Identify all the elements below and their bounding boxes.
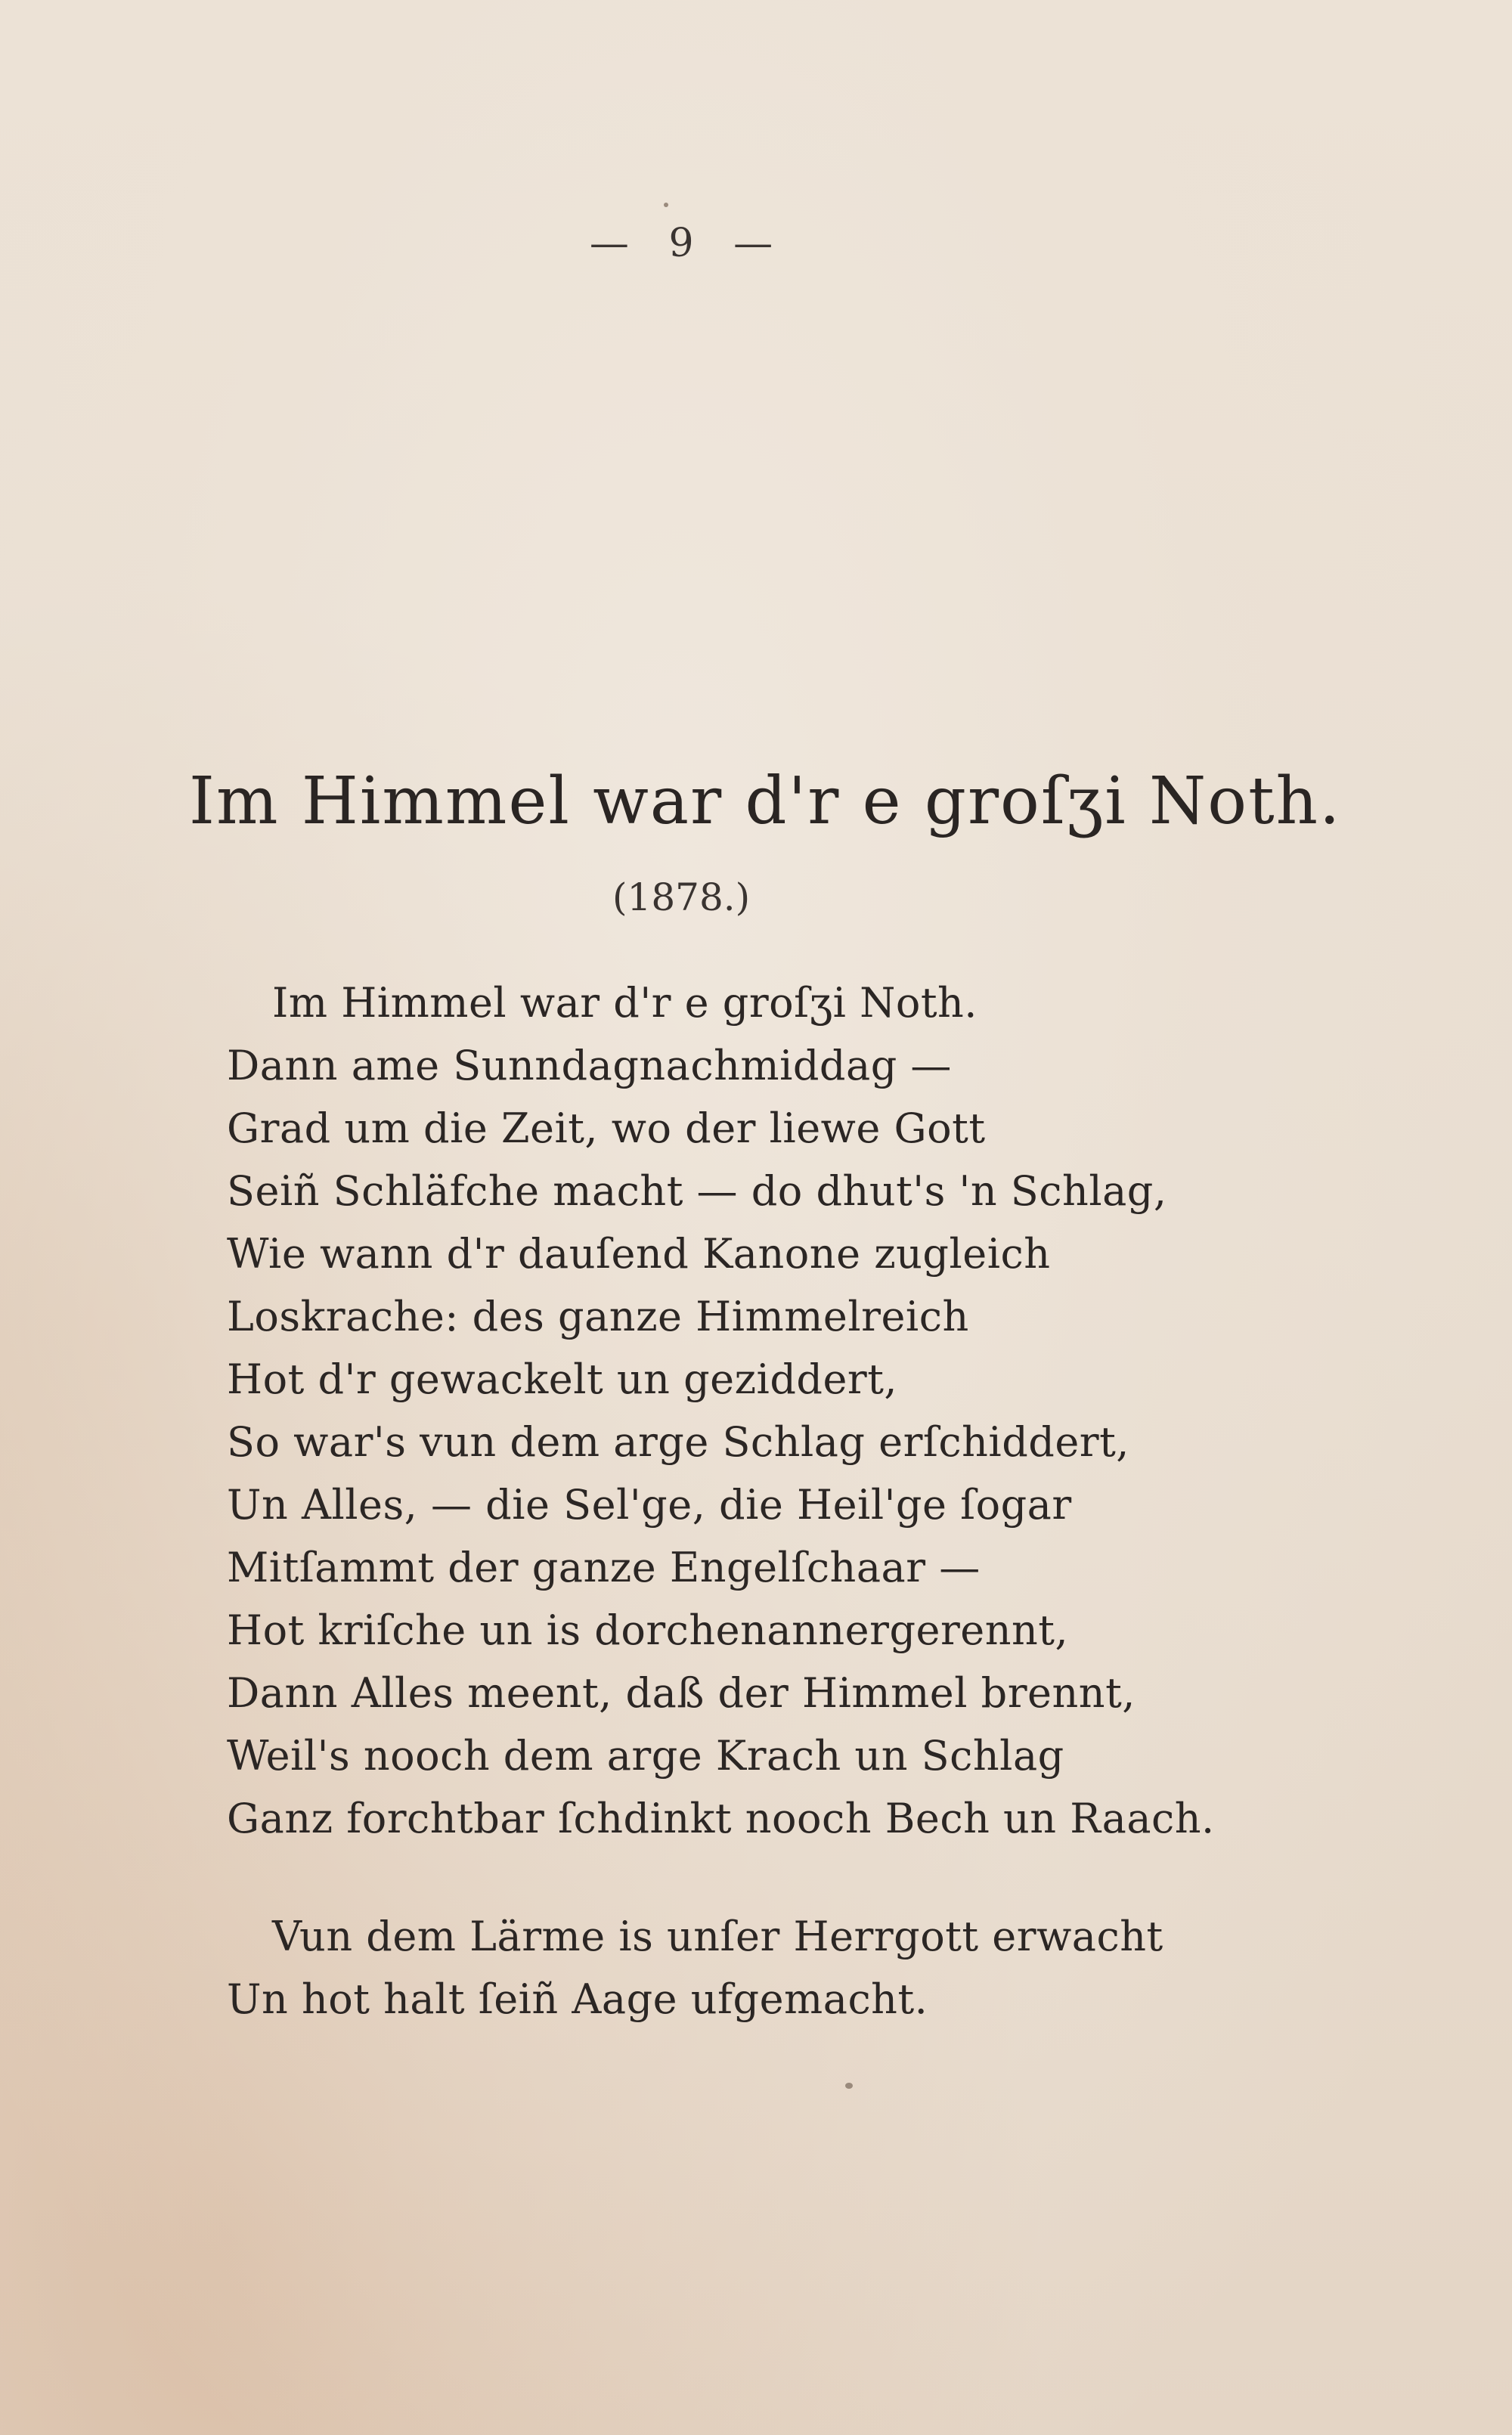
poem-line: Dann ame Sunndagnachmiddag — bbox=[227, 1042, 952, 1089]
poem-line: Seiñ Schläfche macht — do dhut's 'n Schlag, bbox=[227, 1167, 1167, 1215]
poem-line: Dann Alles meent, daß der Himmel brennt, bbox=[227, 1669, 1136, 1717]
poem-line: Weil's nooch dem arge Krach un Schlag bbox=[227, 1732, 1064, 1780]
paper-speck bbox=[664, 203, 668, 207]
poem-line: Hot kriſche un is dorchenannergerennt, bbox=[227, 1606, 1069, 1654]
page-number: — 9 — bbox=[589, 221, 787, 266]
poem-line: Un hot halt ſeiñ Aage ufgemacht. bbox=[227, 1975, 928, 2023]
poem-year: (1878.) bbox=[612, 875, 751, 919]
poem-title: Im Himmel war d'r e groſʒi Noth. bbox=[189, 764, 1342, 839]
poem-line: Vun dem Lärme is unſer Herrgott erwacht bbox=[272, 1913, 1163, 1960]
poem-line: Grad um die Zeit, wo der liewe Gott bbox=[227, 1104, 986, 1152]
poem-line: Hot d'r gewackelt un geziddert, bbox=[227, 1355, 898, 1403]
poem-line: Im Himmel war d'r e groſʒi Noth. bbox=[272, 979, 978, 1027]
poem-line: Loskrache: des ganze Himmelreich bbox=[227, 1293, 969, 1340]
poem-line: Ganz forchtbar ſchdinkt nooch Bech un Raach. bbox=[227, 1795, 1215, 1842]
poem-line: Wie wann d'r dauſend Kanone zugleich bbox=[227, 1230, 1051, 1278]
stanza-1 bbox=[227, 971, 1215, 1850]
poem-line: Mitſammt der ganze Engelſchaar — bbox=[227, 1544, 981, 1591]
stanza-2 bbox=[227, 1905, 1163, 2031]
poem-line: So war's vun dem arge Schlag erſchiddert, bbox=[227, 1418, 1129, 1466]
paper-speck bbox=[845, 2083, 853, 2089]
poem-line: Un Alles, — die Sel'ge, die Heil'ge ſogar bbox=[227, 1481, 1072, 1529]
